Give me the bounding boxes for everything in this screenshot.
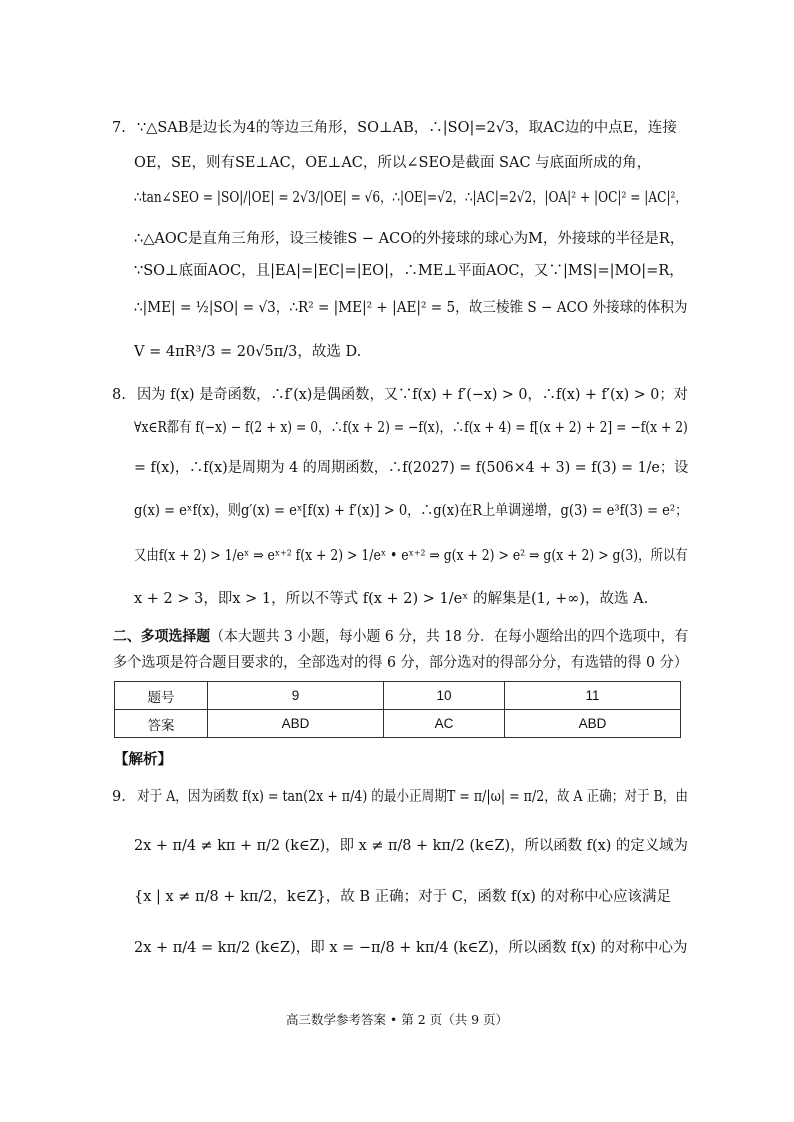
q8-text-3: = f(x)，∴f(x)是周期为 4 的周期函数，∴f(2027) = f(506×4 + 3) = f(3) = 1/e；设 xyxy=(134,460,689,476)
q7-text-5: ∵SO⊥底面AOC，且|EA|=|EC|=|EO|，∴ME⊥平面AOC，又∵|MS|=|MO|=R， xyxy=(134,263,684,279)
q7-text-7: V = 4πR³/3 = 20√5π/3，故选 D. xyxy=(134,344,362,360)
analysis-label: 【解析】 xyxy=(114,751,172,768)
q9-text-1: 对于 A，因为函数 f(x) = tan(2x + π/4) 的最小正周期T = π/|ω| = π/2，故 A 正确；对于 B，由 xyxy=(137,789,689,805)
table-cell-answer-11: ABD xyxy=(504,710,680,738)
table-row xyxy=(115,682,681,710)
table-cell-question-10: 10 xyxy=(384,682,505,710)
q9-text-3: {x | x ≠ π/8 + kπ/2，k∈Z}，故 B 正确；对于 C，函数 f(x) 的对称中心应该满足 xyxy=(134,889,671,905)
table-header-question-number: 题号 xyxy=(115,682,208,710)
q9-text-4: 2x + π/4 = kπ/2 (k∈Z)，即 x = −π/8 + kπ/4 (k∈Z)，所以函数 f(x) 的对称中心为 xyxy=(134,940,688,956)
q7-text-1: ∵△SAB是边长为4的等边三角形，SO⊥AB，∴|SO|=2√3，取AC边的中点E，连接 xyxy=(137,120,677,136)
section-2-desc-1: （本大题共 3 小题，每小题 6 分，共 18 分．在每小题给出的四个选项中，有 xyxy=(210,629,689,645)
q8-text-4: g(x) = eˣf(x)，则g′(x) = eˣ[f(x) + f′(x)] > 0，∴g(x)在R上单调递增，g(3) = e³f(3) = e²； xyxy=(134,503,689,519)
q7-number: 7. xyxy=(112,120,126,136)
table-header-answer: 答案 xyxy=(115,710,208,738)
q7-text-2: OE，SE，则有SE⊥AC，OE⊥AC，所以∠SEO是截面 SAC 与底面所成的角， xyxy=(134,155,652,171)
section-2-heading xyxy=(113,627,688,647)
q7-text-4: ∴△AOC是直角三角形，设三棱锥S − ACO的外接球的球心为M，外接球的半径是R， xyxy=(134,231,685,247)
table-cell-question-11: 11 xyxy=(504,682,680,710)
q8-text-6: x + 2 > 3，即x > 1，所以不等式 f(x + 2) > 1/eˣ 的解集是(1, +∞)，故选 A. xyxy=(134,591,649,607)
table-row xyxy=(115,710,681,738)
q7-text-6: ∴|ME| = ½|SO| = √3，∴R² = |ME|² + |AE|² = 5，故三棱锥 S − ACO 外接球的体积为 xyxy=(134,300,688,316)
q7-text-3: ∴tan∠SEO = |SO|/|OE| = 2√3/|OE| = √6，∴|OE|=√2，∴|AC|=2√2，|OA|² + |OC|² = |AC|²， xyxy=(134,190,688,206)
section-2-title: 二、多项选择题 xyxy=(113,628,211,645)
page-footer: 高三数学参考答案 • 第 2 页（共 9 页） xyxy=(285,1012,509,1027)
q8-text-5: 又由f(x + 2) > 1/eˣ ⇒ eˣ⁺² f(x + 2) > 1/eˣ • eˣ⁺² ⇒ g(x + 2) > e² ⇒ g(x + 2) > g(3)，所以有 xyxy=(134,548,688,564)
q9-number: 9. xyxy=(112,789,126,805)
q8-text-2: ∀x∈R都有 f(−x) − f(2 + x) = 0，∴f(x + 2) = −f(x)，∴f(x + 4) = f[(x + 2) + 2] = −f(x + 2) xyxy=(134,420,688,436)
q8-number: 8. xyxy=(112,387,126,403)
answer-table xyxy=(114,681,681,738)
section-2-desc-2: 多个选项是符合题目要求的，全部选对的得 6 分，部分选对的得部分分，有选错的得 0 分） xyxy=(113,655,688,671)
q8-text-1: 因为 f(x) 是奇函数，∴f′(x)是偶函数，又∵f(x) + f′(−x) > 0，∴f(x) + f′(x) > 0；对 xyxy=(137,387,688,403)
table-cell-answer-10: AC xyxy=(384,710,505,738)
table-cell-answer-9: ABD xyxy=(208,710,384,738)
section-2-desc-2-line xyxy=(113,653,688,673)
table-cell-question-9: 9 xyxy=(208,682,384,710)
q9-text-2: 2x + π/4 ≠ kπ + π/2 (k∈Z)，即 x ≠ π/8 + kπ/2 (k∈Z)，所以函数 f(x) 的定义域为 xyxy=(134,838,688,854)
